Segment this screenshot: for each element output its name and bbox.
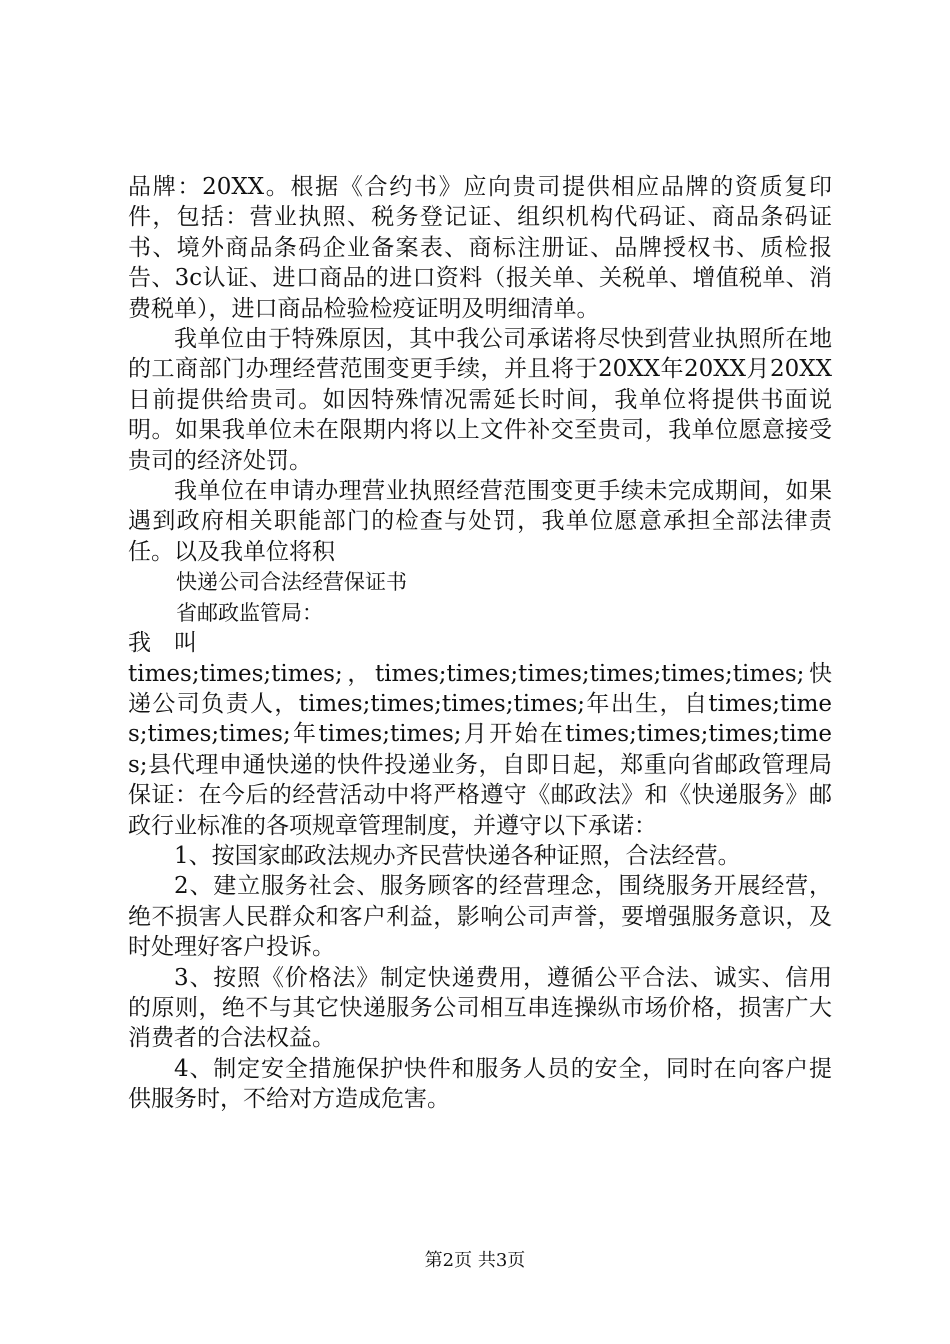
promise-item-2: 2、建立服务社会、服务顾客的经营理念，围绕服务开展经营，绝不损害人民群众和客户利益，影响公司声誉，要增强服务意识，及时处理好客户投诉。 [128,873,832,961]
paragraph-scope-change-promise: 我单位由于特殊原因，其中我公司承诺将尽快到营业执照所在地的工商部门办理经营范围变更手续，并且将于20XX年20XX月20XX日前提供给贵司。如因特殊情况需延长时间，我单位将提供书面说明。如果我单位未在限期内将以上文件补交至贵司，我单位愿意接受贵司的经济处罚。 [128,326,832,474]
paragraph-guarantee-body: times;times;times;，times;times;times;times;times;times;快递公司负责人，times;times;times;times;年出生，自times;times;times;times;年times;times;月开始在times;times;times;times;县代理申通快递的快件投递业务，自即日起，郑重向省邮政管理局保证：在今后的经营活动中将严格遵守《邮政法》和《快递服务》邮政行业标准的各项规章管理制度，并遵守以下承诺： [128,660,832,839]
promise-item-4: 4、制定安全措施保护快件和服务人员的安全，同时在向客户提供服务时，不给对方造成危害。 [128,1055,832,1113]
promise-item-1: 1、按国家邮政法规办齐民营快递各种证照，合法经营。 [174,842,741,869]
promise-item-3: 3、按照《价格法》制定快递费用，遵循公平合法、诚实、信用的原则，绝不与其它快递服务公司相互串连操纵市场价格，损害广大消费者的合法权益。 [128,964,832,1052]
addressee-line: 省邮政监管局： [176,600,323,625]
section-title-guarantee: 快递公司合法经营保证书 [176,570,407,595]
paragraph-legal-responsibility: 我单位在申请办理营业执照经营范围变更手续未完成期间，如果遇到政府相关职能部门的检查与处罚，我单位愿意承担全部法律责任。以及我单位将积 [128,478,832,565]
self-intro-line: 我 叫 [128,630,197,657]
document-body [128,172,832,1115]
paragraph-brand-qualifications: 品牌：20XX。根据《合约书》应向贵司提供相应品牌的资质复印件，包括：营业执照、税务登记证、组织机构代码证、商品条码证书、境外商品条码企业备案表、商标注册证、品牌授权书、质检报告、3c认证、进口商品的进口资料（报关单、关税单、增值税单、消费税单），进口商品检验检疫证明及明细清单。 [128,174,832,322]
page-footer: 第2页 共3页 [424,1250,526,1271]
